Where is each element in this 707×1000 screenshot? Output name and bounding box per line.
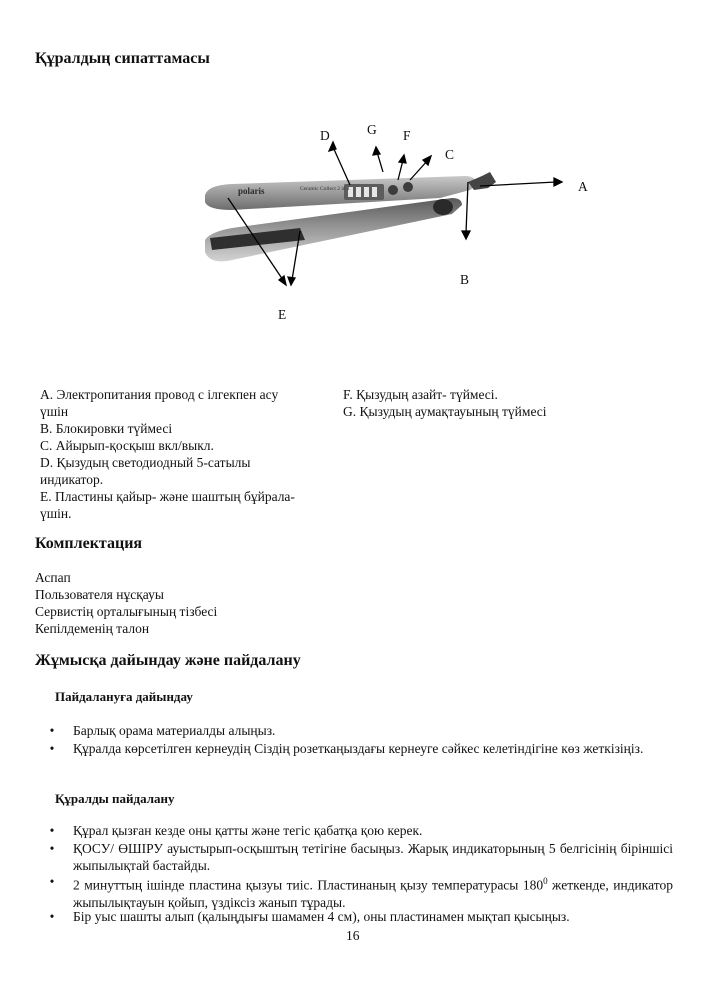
list-item: Кепілдеменің талон <box>35 621 150 636</box>
section-title-description: Құралдың сипаттамасы <box>35 50 210 67</box>
label-c: C <box>445 147 455 162</box>
bullet-icon: • <box>49 841 55 856</box>
package-list <box>35 569 435 637</box>
indicator-led-3 <box>364 187 369 197</box>
label-a: A <box>578 179 588 194</box>
subsection-title-use: Құралды пайдалану <box>55 791 175 806</box>
bullet-icon: • <box>49 723 55 738</box>
legend-line: G. Қызудың аумақтауының түймесі <box>343 404 547 419</box>
bullet-icon: • <box>49 874 55 889</box>
label-f: F <box>403 128 411 143</box>
list-item: Пользователя нұсқауы <box>35 587 164 602</box>
list-item: • Құралда көрсетілген кернеудің Сіздің розеткаңыздағы кернеуге сәйкес келетіндігіне көз жеткізіңіз. <box>45 740 673 774</box>
minus-button-icon <box>388 185 398 195</box>
list-item: • Құрал қызған кезде оны қатты және тегіс қабатқа қою керек. <box>45 822 673 839</box>
subsection-title-prepare: Пайдалануға дайындау <box>55 689 193 704</box>
parts-legend-right <box>343 386 673 420</box>
legend-line: үшін <box>40 404 69 419</box>
legend-line: A. Электропитания провод с ілгекпен асу <box>40 387 279 402</box>
lock-button-icon <box>433 199 453 215</box>
section-title-package: Комплектация <box>35 535 143 552</box>
legend-line: F. Қызудың азайт- түймесі. <box>343 387 498 402</box>
bullet-icon: • <box>49 823 55 838</box>
indicator-led-4 <box>372 187 377 197</box>
device-diagram <box>0 110 707 325</box>
legend-line: үшін. <box>40 506 72 521</box>
label-g: G <box>367 122 377 137</box>
model-text: Ceramic Collect 2 in 1 <box>300 186 350 192</box>
legend-line: B. Блокировки түймесі <box>40 421 173 436</box>
list-item: • 2 минуттың ішінде пластина қызуы тиіс. Пластинаның қызу температурасы $180^0$ жеткенде, индикатор жыпылықтауын қойып, үздіксіз жанып тұрады. <box>45 873 673 907</box>
parts-legend-left <box>40 386 330 522</box>
legend-line: C. Айырып-қосқыш вкл/выкл. <box>40 438 214 453</box>
legend-line: E. Пластины қайыр- және шаштың бұйрала- <box>40 489 295 504</box>
list-item: • Барлық орама материалды алыңыз. <box>45 722 673 739</box>
legend-line: D. Қызудың светодиодный 5-сатылы <box>40 455 251 470</box>
section-title-preparation: Жұмысқа дайындау және пайдалану <box>35 652 301 669</box>
page-number: 16 <box>346 928 360 943</box>
legend-line: индикатор. <box>40 472 104 487</box>
brand-logo: polaris <box>238 186 265 196</box>
bullet-icon: • <box>49 909 55 924</box>
bullet-icon: • <box>49 741 55 756</box>
indicator-led-2 <box>356 187 361 197</box>
label-d: D <box>320 128 330 143</box>
list-item: • Бір уыс шашты алып (қалыңдығы шамамен 4 см), оны пластинамен мықтап қысыңыз. <box>45 908 673 925</box>
label-b: B <box>460 272 470 287</box>
label-e: E <box>278 307 287 322</box>
list-item: Сервистің орталығының тізбесі <box>35 604 218 619</box>
temperature-button-icon <box>403 182 413 192</box>
degree-superscript: 0 <box>543 876 548 886</box>
list-item: Аспап <box>35 570 71 585</box>
cord-swivel-icon <box>468 172 496 190</box>
list-item: • ҚОСУ/ ӨШІРУ ауыстырып-осқыштың тетігіне басыңыз. Жарық индикаторының 5 белгісінің біріншісі жыпылықтай бастайды. <box>45 840 673 874</box>
